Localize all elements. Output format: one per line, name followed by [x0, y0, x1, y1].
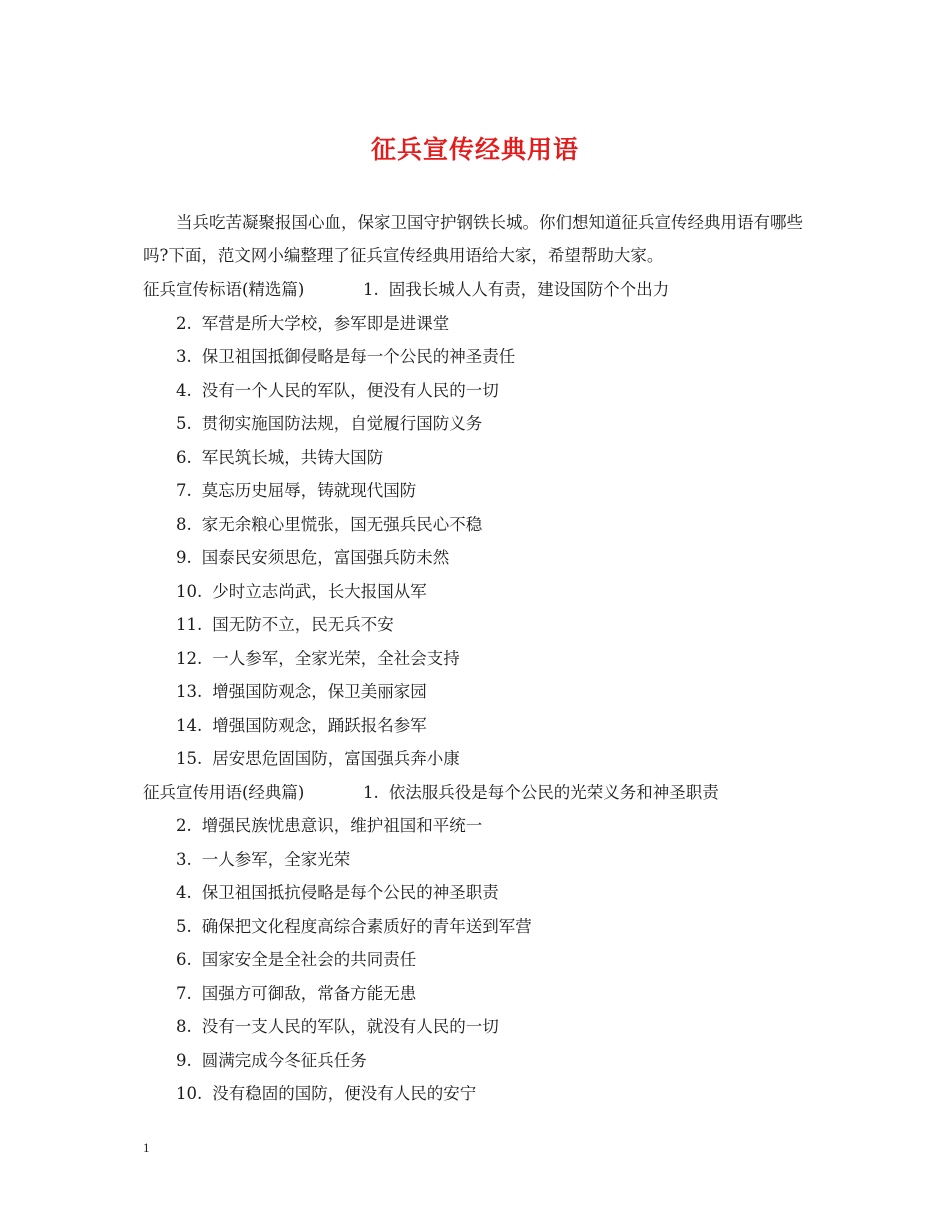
item-number: 6.	[176, 950, 192, 969]
item-text: 没有一个人民的军队，便没有人民的一切	[201, 380, 499, 400]
list-item	[143, 441, 843, 475]
item-text: 圆满完成今冬征兵任务	[201, 1050, 367, 1070]
item-text: 固我长城人人有责，建设国防个个出力	[388, 280, 670, 299]
item-number: 5.	[176, 414, 192, 433]
item-number: 2.	[176, 816, 192, 835]
item-text: 国家安全是全社会的共同责任	[201, 950, 417, 969]
item-number: 11.	[176, 615, 203, 634]
item-text: 国泰民安须思危，富国强兵防未然	[201, 548, 450, 567]
item-number: 9.	[176, 1050, 192, 1070]
item-text: 莫忘历史屈辱，铸就现代国防	[201, 481, 417, 500]
item-number: 9.	[176, 548, 192, 567]
item-text: 国无防不立，民无兵不安	[212, 615, 394, 634]
intro-paragraph: 当兵吃苦凝聚报国心血，保家卫国守护钢铁长城。你们想知道征兵宣传经典用语有哪些吗?下面，范文网小编整理了征兵宣传经典用语给大家，希望帮助大家。	[143, 213, 803, 265]
item-text: 贯彻实施国防法规，自觉履行国防义务	[201, 414, 483, 433]
section-label: 征兵宣传用语(经典篇)	[143, 782, 305, 802]
item-number: 3.	[176, 347, 192, 366]
list-item	[143, 709, 843, 743]
list-item	[143, 508, 843, 542]
item-number: 10.	[176, 581, 203, 601]
item-text: 增强国防观念，保卫美丽家园	[212, 682, 427, 701]
page-title: 征兵宣传经典用语	[370, 135, 579, 164]
list-item	[143, 675, 843, 709]
item-text: 保卫祖国抵御侵略是每一个公民的神圣责任	[201, 347, 516, 366]
item-number: 15.	[176, 749, 203, 768]
section-heading-row	[143, 273, 843, 307]
section-label: 征兵宣传标语(精选篇)	[143, 280, 305, 299]
page-number: 1	[143, 1140, 150, 1155]
list-item	[143, 910, 843, 944]
item-number: 4.	[176, 380, 192, 400]
item-text: 保卫祖国抵抗侵略是每个公民的神圣职责	[201, 883, 499, 902]
list-item	[143, 1010, 843, 1044]
item-number: 5.	[176, 916, 192, 936]
item-number: 2.	[176, 313, 192, 333]
item-text: 居安思危固国防，富国强兵奔小康	[212, 749, 460, 768]
item-number: 6.	[176, 447, 192, 467]
list-item	[143, 843, 843, 877]
list-item	[143, 977, 843, 1011]
item-number: 10.	[176, 1084, 203, 1103]
item-text: 确保把文化程度高综合素质好的青年送到军营	[201, 916, 532, 936]
item-text: 军营是所大学校，参军即是进课堂	[201, 313, 450, 333]
item-text: 军民筑长城，共铸大国防	[201, 447, 384, 467]
item-number: 4.	[176, 883, 192, 902]
list-item	[143, 374, 843, 408]
list-item	[143, 474, 843, 508]
item-number: 8.	[176, 514, 192, 534]
item-text: 没有一支人民的军队，就没有人民的一切	[201, 1017, 499, 1036]
item-number: 1.	[363, 782, 379, 802]
item-number: 3.	[176, 849, 192, 869]
item-text: 一人参军，全家光荣，全社会支持	[212, 648, 460, 668]
item-number: 7.	[176, 983, 192, 1003]
list-item	[143, 575, 843, 609]
item-number: 13.	[176, 682, 203, 701]
item-text: 增强民族忧患意识，维护祖国和平统一	[201, 816, 483, 835]
item-text: 少时立志尚武，长大报国从军	[212, 581, 427, 601]
item-number: 14.	[176, 715, 203, 735]
item-number: 12.	[176, 648, 203, 668]
item-text: 依法服兵役是每个公民的光荣义务和神圣职责	[388, 782, 719, 802]
item-number: 1.	[363, 280, 379, 299]
list-item	[143, 407, 843, 441]
section-heading-row	[143, 776, 843, 810]
list-item	[143, 307, 843, 341]
item-number: 7.	[176, 481, 192, 500]
list-item	[143, 1044, 843, 1078]
slogan-list	[143, 273, 843, 1111]
item-text: 国强方可御敌，常备方能无患	[201, 983, 417, 1003]
list-item	[143, 943, 843, 977]
list-item	[143, 742, 843, 776]
item-number: 8.	[176, 1017, 192, 1036]
list-item	[143, 876, 843, 910]
list-item	[143, 340, 843, 374]
item-text: 家无余粮心里慌张，国无强兵民心不稳	[201, 514, 483, 534]
item-text: 没有稳固的国防，便没有人民的安宁	[212, 1084, 477, 1103]
item-text: 一人参军，全家光荣	[201, 849, 351, 869]
item-text: 增强国防观念，踊跃报名参军	[212, 715, 427, 735]
list-item	[143, 642, 843, 676]
list-item	[143, 541, 843, 575]
list-item	[143, 1077, 843, 1111]
list-item	[143, 809, 843, 843]
list-item	[143, 608, 843, 642]
